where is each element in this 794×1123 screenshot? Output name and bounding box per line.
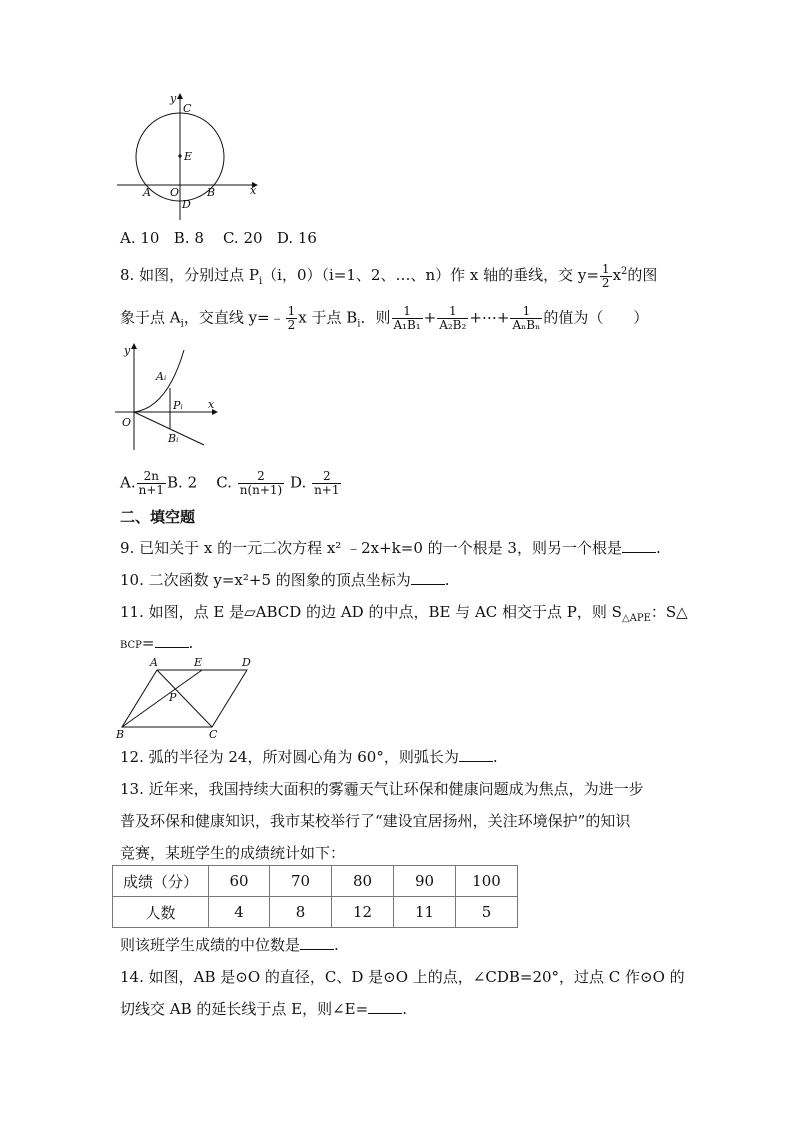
table-row [113,866,518,897]
section-heading-fill-in: 二、填空题 [120,508,196,526]
q12 [120,747,498,767]
q11-mid: ：S△ [650,603,688,621]
q8-term1 [392,305,423,332]
label-e: E [184,150,193,163]
q8-choice-b: B. 2 [167,473,198,492]
q13-end: . [334,936,339,954]
q8-line1 [120,262,657,292]
y-axis-arrow-icon [177,93,183,99]
q13-answer-blank[interactable] [300,935,334,950]
q8-text2: 象于点 A [120,308,181,327]
q11-sub-bcp: BCP [120,640,142,651]
table-cell: 11 [394,897,456,928]
plus-dots: +⋯+ [469,308,510,327]
table-cell: 80 [332,866,394,897]
q13-after [120,935,339,955]
frac-den: 2 [287,318,296,332]
table-cell: 60 [209,866,270,897]
q8-sub-i: i [258,276,263,287]
frac-num: 2 [257,469,265,483]
q8-sub-i-3: i [357,318,361,330]
q8-text-mid: （i，0）（i=1、2、…、n）作 x 轴的垂线，交 y= [262,266,599,284]
frac-num: 1 [522,304,531,318]
q14-line2 [120,999,407,1019]
q10-end: . [444,571,450,589]
table-cell: 12 [332,897,394,928]
frac-den: 2 [601,275,610,290]
frac-den: n+1 [138,483,165,497]
table-row [113,897,518,928]
q13-line2: 普及环保和健康知识，我市某校举行了“建设宜居扬州，关注环境保护”的知识 [120,812,631,830]
frac-num: 1 [403,304,411,318]
q14-end: . [402,1000,407,1018]
q12-answer-blank[interactable] [459,747,493,762]
q8-text-end: 的图 [627,266,658,284]
label-y: y [170,92,177,105]
table-cell: 8 [270,897,332,928]
table-cell: 70 [270,866,332,897]
q8-text2-x: x 于点 B [298,308,358,327]
q8-choice-c-frac [238,470,285,497]
label-b: B [207,186,216,199]
q11-text: 11. 如图，点 E 是▱ABCD 的边 AD 的中点，BE 与 AC 相交于点 P，则 S [120,603,622,621]
q8-text2-mid: ，交直线 y=﹣ [183,308,285,327]
frac-den: n(n+1) [239,483,283,497]
q11-line2 [120,633,193,656]
label-y: y [124,344,131,357]
table-header-cell: 人数 [113,897,209,928]
q8-termn [510,305,542,332]
label-d: D [242,656,251,669]
q8-parabola-figure [112,340,222,455]
plus: + [423,308,437,327]
label-c: C [209,728,218,740]
q11-answer-blank[interactable] [155,633,189,648]
q7-choice-b: B. 8 [173,229,204,247]
q8-sup-2: 2 [621,266,628,277]
label-o: O [170,186,180,199]
frac-den: A₁B₁ [393,318,421,332]
frac-num: 1 [287,304,296,318]
frac-den: A₂B₂ [439,318,467,332]
q10 [120,570,450,590]
q11-parallelogram-figure [112,655,262,740]
label-o: O [122,416,132,429]
table-cell: 4 [209,897,270,928]
label-b: B [116,728,125,740]
q8-sub-i-2: i [180,318,184,330]
q8-choice-a-frac [137,470,166,497]
q14-answer-blank[interactable] [368,999,402,1014]
q7-choice-c: C. 20 [222,229,263,247]
label-e: E [194,656,203,669]
q12-end: . [492,748,498,766]
q13-after-text: 则该班学生成绩的中位数是 [120,936,301,954]
table-header-cell: 成绩（分） [113,866,209,897]
table-cell: 5 [456,897,518,928]
q8-choices [120,470,342,497]
q9 [120,538,661,558]
center-dot [178,154,181,157]
q9-answer-blank[interactable] [622,538,656,553]
score-table [112,865,518,928]
q8-choice-d-frac [312,470,341,497]
q7-circle-figure [112,90,262,225]
q8-line2 [120,305,648,335]
label-p: P [169,691,177,704]
q10-text: 10. 二次函数 y=x²+5 的图象的顶点坐标为 [120,571,411,589]
q7-choices [120,228,317,248]
q8-choice-d-label: D. [290,473,307,492]
label-bi: Bᵢ [168,432,179,445]
q11-eq: = [141,634,155,652]
q8-x: x [612,266,622,284]
frac-den: AₙBₙ [512,318,541,332]
q8-then: ．则 [360,308,391,327]
q9-text: 9. 已知关于 x 的一元二次方程 x² ﹣2x+k=0 的一个根是 3，则另一个根是 [120,539,622,557]
q14-text: 切线交 AB 的延长线于点 E，则∠E= [120,1000,369,1018]
frac-num: 1 [448,304,457,318]
q14-line1: 14. 如图，AB 是⊙O 的直径，C、D 是⊙O 上的点，∠CDB=20°，过点 C 作⊙O 的 [120,968,685,986]
q11-end: . [188,634,194,652]
q8-choice-c-label: C. [216,473,232,492]
y-axis-arrow-icon [131,343,137,349]
q10-answer-blank[interactable] [411,570,445,585]
table-cell: 100 [456,866,518,897]
segment-be [122,670,202,727]
q7-choice-d: D. 16 [276,229,317,247]
frac-den: n+1 [314,483,340,497]
frac-num: 1 [601,261,610,276]
q8-frac-half-2 [286,305,298,332]
q8-text2-end: 的值为（ ） [543,308,649,327]
q13-line3: 竞赛，某班学生的成绩统计如下： [120,844,346,862]
q9-end: . [655,539,661,557]
label-x: x [250,184,257,197]
label-c: C [183,102,192,115]
frac-num: 2n [143,469,159,483]
label-a: A [150,656,158,669]
q8-frac-half [600,263,612,290]
q8-text: 8. 如图，分别过点 P [120,266,259,284]
q8-term2 [437,305,468,332]
q8-choice-a-label: A. [120,473,136,492]
label-d: D [182,198,191,211]
diagonal-ac [157,670,212,727]
label-x: x [208,398,215,411]
label-pi: Pᵢ [173,399,183,412]
q13-line1: 13. 近年来，我国持续大面积的雾霾天气让环保和健康问题成为焦点，为进一步 [120,780,644,798]
q11-sub-ape: △APE [621,613,651,624]
label-ai: Aᵢ [156,370,167,383]
frac-num: 2 [322,469,331,483]
q11-line1 [120,602,688,629]
label-a: A [143,186,151,199]
table-cell: 90 [394,866,456,897]
q7-choice-a: A. 10 [120,229,160,247]
q12-text: 12. 弧的半径为 24，所对圆心角为 60°，则弧长为 [120,748,459,766]
